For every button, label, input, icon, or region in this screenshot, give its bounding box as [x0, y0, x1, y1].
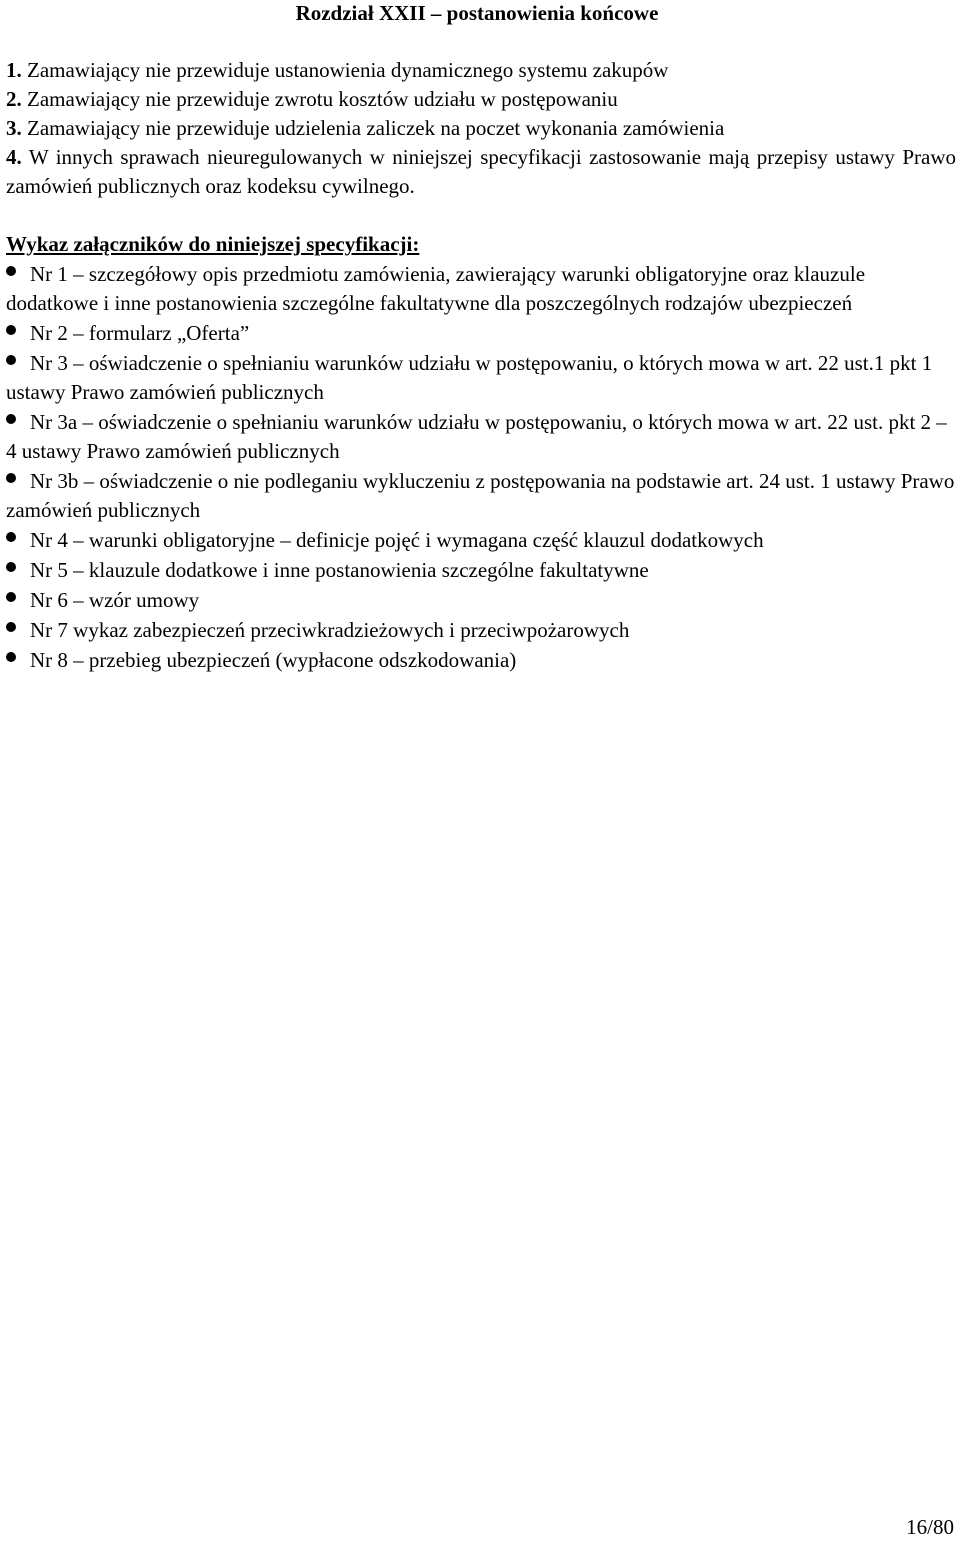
bullet-icon — [6, 527, 30, 547]
provision-text: W innych sprawach nieuregulowanych w niniejszej specyfikacji zastosowanie mają przepisy ustawy Prawo zamówień publicznych oraz kodeksu cywilnego. — [6, 145, 956, 198]
attachment-text: Nr 3b – oświadczenie o nie podleganiu wykluczeniu z postępowania na podstawie art. 24 ust. 1 ustawy Prawo zamówień publicznych — [6, 469, 955, 522]
provision-text: Zamawiający nie przewiduje udzielenia zaliczek na poczet wykonania zamówienia — [21, 116, 725, 140]
provision-4 — [6, 143, 956, 201]
final-provisions — [6, 56, 956, 201]
bullet-icon — [6, 350, 30, 370]
attachment-text: Nr 6 – wzór umowy — [30, 588, 200, 612]
attachment-text: Nr 8 – przebieg ubezpieczeń (wypłacone odszkodowania) — [30, 648, 517, 672]
list-item — [6, 556, 956, 585]
bullet-icon — [6, 468, 30, 488]
provision-text: Zamawiający nie przewiduje zwrotu kosztów udziału w postępowaniu — [21, 87, 618, 111]
list-item — [6, 526, 956, 555]
bullet-icon — [6, 320, 30, 340]
bullet-icon — [6, 409, 30, 429]
list-item — [6, 408, 956, 466]
provision-2 — [6, 85, 956, 114]
provision-number: 4. — [6, 145, 22, 169]
attachment-text: Nr 3a – oświadczenie o spełnianiu warunków udziału w postępowaniu, o których mowa w art. 22 ust. pkt 2 – 4 ustawy Prawo zamówień publicznych — [6, 410, 947, 463]
attachment-text: Nr 3 – oświadczenie o spełnianiu warunków udziału w postępowaniu, o których mowa w art. 22 ust.1 pkt 1 ustawy Prawo zamówień publicznych — [6, 351, 933, 404]
list-item — [6, 586, 956, 615]
provision-number: 2. — [6, 87, 22, 111]
list-item — [6, 260, 956, 318]
attachment-text: Nr 5 – klauzule dodatkowe i inne postanowienia szczególne fakultatywne — [30, 558, 649, 582]
attachment-text: Nr 4 – warunki obligatoryjne – definicje pojęć i wymagana część klauzul dodatkowych — [30, 528, 764, 552]
attachment-text: Nr 7 wykaz zabezpieczeń przeciwkradzieżowych i przeciwpożarowych — [30, 618, 630, 642]
list-item — [6, 616, 956, 645]
page-number: 16/80 — [906, 1515, 954, 1539]
list-item — [6, 646, 956, 675]
list-item — [6, 349, 956, 407]
provision-1 — [6, 56, 956, 85]
provision-number: 1. — [6, 58, 22, 82]
bullet-icon — [6, 647, 30, 667]
bullet-icon — [6, 557, 30, 577]
provision-number: 3. — [6, 116, 22, 140]
provision-3 — [6, 114, 956, 143]
list-item — [6, 467, 956, 525]
attachment-text: Nr 1 – szczegółowy opis przedmiotu zamówienia, zawierający warunki obligatoryjne oraz klauzule dodatkowe i inne postanowienia szczególne fakultatywne dla poszczególnych rodzajów ubezpieczeń — [6, 262, 866, 315]
attachment-text: Nr 2 – formularz „Oferta” — [30, 321, 250, 345]
attachments-list — [6, 260, 956, 675]
list-item — [6, 319, 956, 348]
document-page — [6, 0, 956, 675]
provision-text: Zamawiający nie przewiduje ustanowienia dynamicznego systemu zakupów — [21, 58, 669, 82]
chapter-title: Rozdział XXII – postanowienia końcowe — [295, 1, 659, 25]
bullet-icon — [6, 617, 30, 637]
bullet-icon — [6, 587, 30, 607]
attachments-heading: Wykaz załączników do niniejszej specyfikacji: — [6, 232, 420, 256]
bullet-icon — [6, 261, 30, 281]
